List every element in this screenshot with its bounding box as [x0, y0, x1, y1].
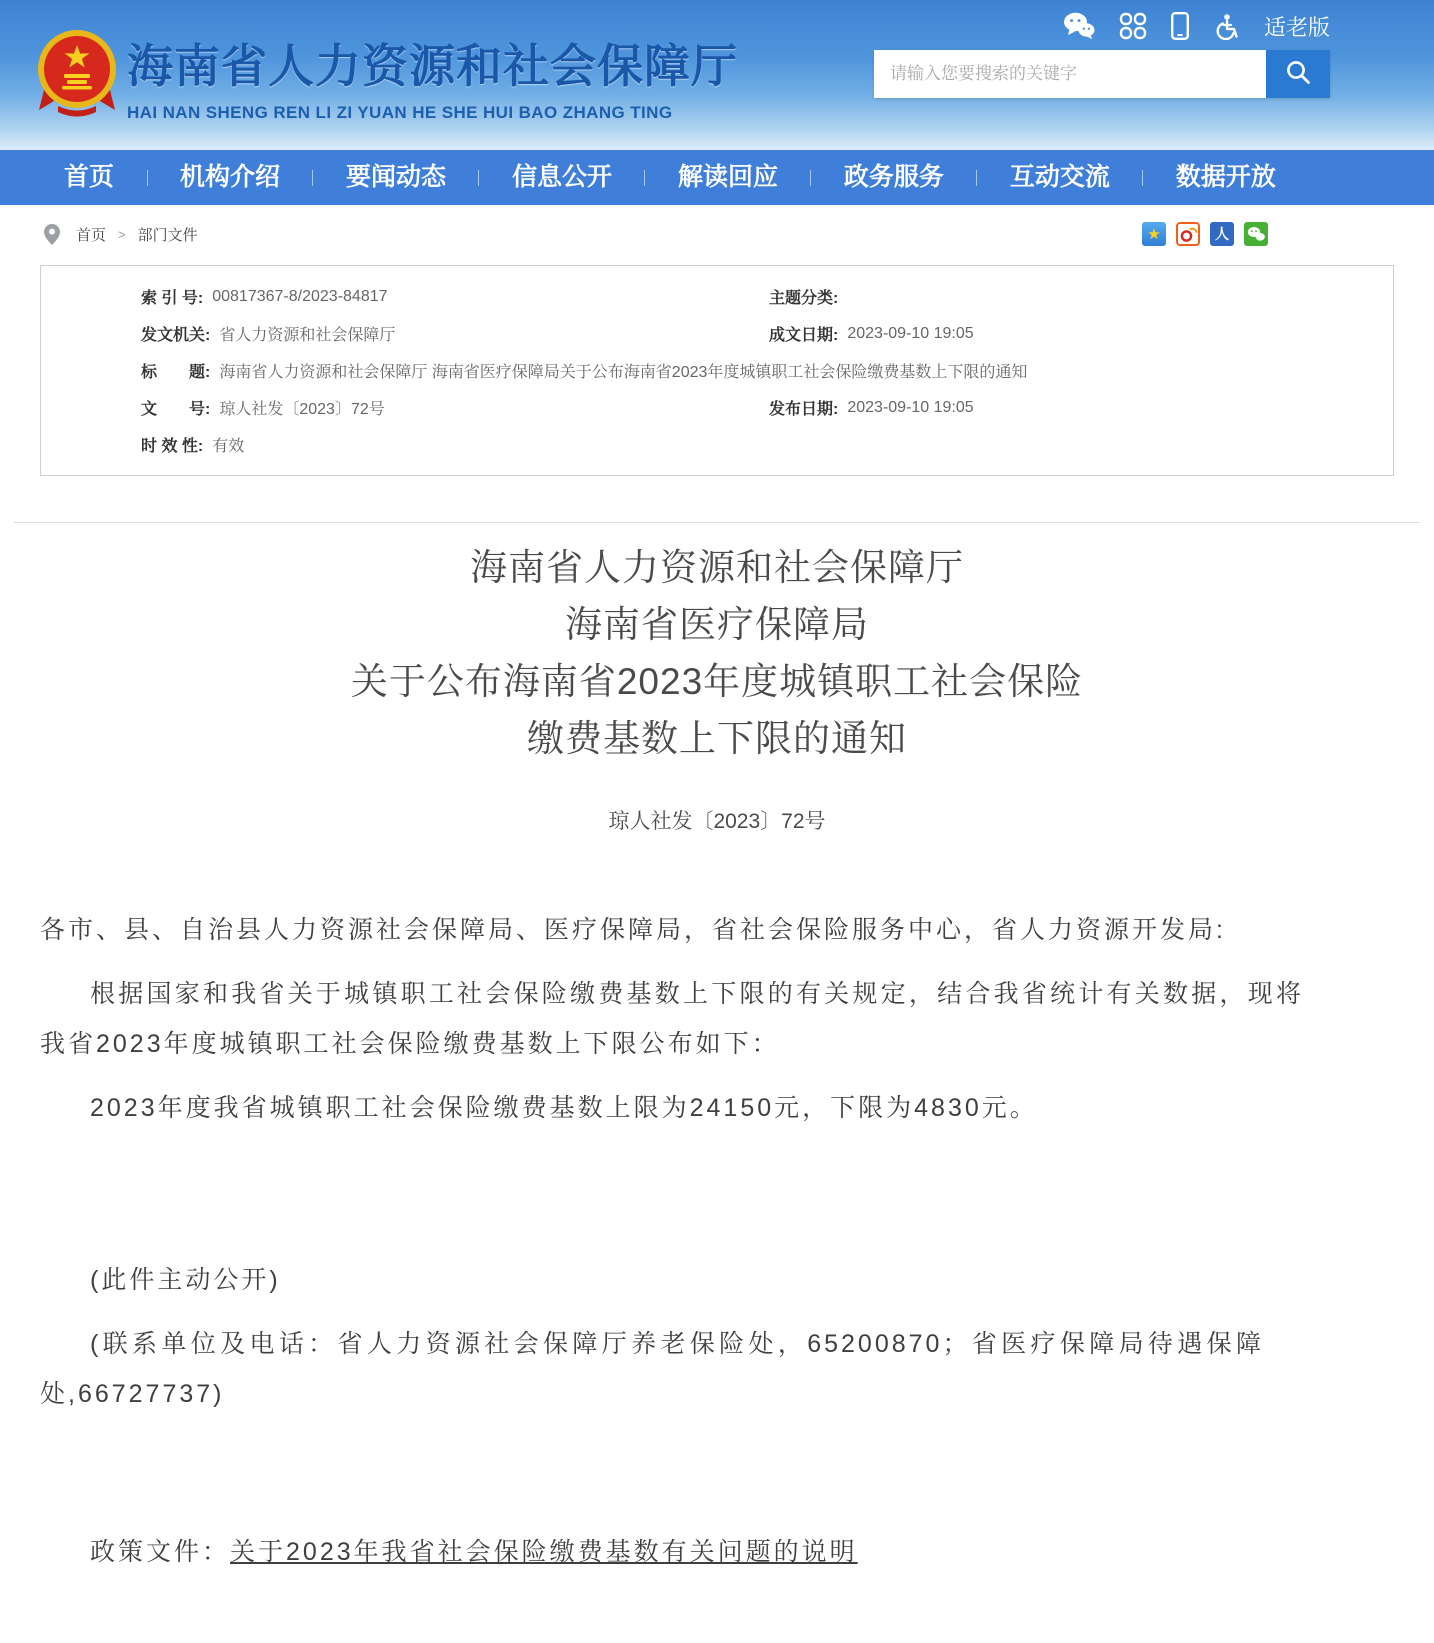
- meta-written-date-label: 成文日期:: [769, 327, 839, 344]
- policy-file-line: [40, 1527, 1394, 1577]
- document-meta-box: [40, 265, 1394, 476]
- nav-item-org-intro[interactable]: 机构介绍: [179, 163, 280, 191]
- national-emblem-icon: [36, 26, 118, 118]
- meta-validity-label: 时 效 性:: [141, 438, 204, 455]
- meta-agency-label: 发文机关:: [141, 327, 211, 344]
- header-quick-links: [1063, 8, 1330, 44]
- meta-docno-label: 文 号:: [141, 401, 211, 418]
- breadcrumb: [0, 205, 1434, 263]
- nav-item-interaction[interactable]: 互动交流: [1009, 163, 1110, 191]
- document-number: 琼人社发〔2023〕72号: [608, 810, 826, 833]
- meta-row-validity: [41, 426, 1393, 463]
- nav-separator: [976, 170, 977, 186]
- nav-separator: [1142, 170, 1143, 186]
- meta-written-date-value: 2023-09-10 19:05: [847, 324, 974, 342]
- nav-item-info-disclosure[interactable]: 信息公开: [511, 163, 612, 191]
- qzone-share-icon[interactable]: [1142, 222, 1166, 246]
- nav-separator: [644, 170, 645, 186]
- breadcrumb-separator: >: [118, 226, 126, 242]
- meta-row-title: [41, 352, 1393, 389]
- document-title: [0, 539, 1434, 767]
- paragraph-basis: 根据国家和我省关于城镇职工社会保险缴费基数上下限的有关规定，结合我省统计有关数据，现将我省2023年度城镇职工社会保险缴费基数上下限公布如下：: [40, 980, 1304, 1058]
- site-name-pinyin: HAI NAN SHENG REN LI ZI YUAN HE SHE HUI BAO ZHANG TING: [127, 103, 673, 122]
- meta-publish-date-label: 发布日期:: [769, 401, 839, 418]
- search-icon: [1285, 59, 1312, 89]
- app-grid-icon[interactable]: [1119, 12, 1147, 40]
- nav-item-news[interactable]: 要闻动态: [345, 163, 446, 191]
- meta-row-docno-publish: [41, 389, 1393, 426]
- policy-file-label: 政策文件：: [90, 1538, 231, 1566]
- site-title-block: [127, 30, 738, 123]
- policy-file-link[interactable]: 关于2023年我省社会保险缴费基数有关问题的说明: [230, 1538, 858, 1566]
- document-title-line1: 海南省人力资源和社会保障厅: [470, 547, 964, 588]
- search-bar: [874, 50, 1330, 98]
- meta-topic-label: 主题分类:: [769, 290, 839, 307]
- elderly-version-link[interactable]: 适老版: [1263, 14, 1330, 40]
- section-divider: [14, 522, 1420, 523]
- nav-separator: [312, 170, 313, 186]
- national-emblem-logo: [36, 26, 118, 123]
- paragraph-limits: 2023年度我省城镇职工社会保险缴费基数上限为24150元，下限为4830元。: [90, 1094, 1038, 1122]
- nav-separator: [147, 170, 148, 186]
- meta-index-label: 索 引 号:: [141, 290, 204, 307]
- document-title-line4: 缴费基数上下限的通知: [527, 718, 907, 759]
- document-title-line2: 海南省医疗保障局: [565, 604, 869, 645]
- nav-item-gov-services[interactable]: 政务服务: [843, 163, 944, 191]
- breadcrumb-current: 部门文件: [137, 226, 198, 244]
- nav-item-interpretation[interactable]: 解读回应: [677, 163, 778, 191]
- mobile-icon[interactable]: [1171, 12, 1189, 40]
- renren-share-icon[interactable]: [1210, 222, 1234, 246]
- meta-title-value: 海南省人力资源和社会保障厅 海南省医疗保障局关于公布海南省2023年度城镇职工社会保险缴费基数上下限的通知: [219, 364, 1028, 381]
- nav-separator: [810, 170, 811, 186]
- wechat-icon[interactable]: [1063, 12, 1095, 40]
- location-pin-icon: [44, 224, 60, 245]
- meta-row-agency-date: [41, 315, 1393, 352]
- document-body: [40, 905, 1394, 1577]
- site-header: [0, 0, 1434, 150]
- meta-docno-value: 琼人社发〔2023〕72号: [219, 401, 385, 418]
- meta-agency-value: 省人力资源和社会保障厅: [219, 327, 396, 344]
- salutation: 各市、县、自治县人力资源社会保障局、医疗保障局，省社会保险服务中心，省人力资源开发局:: [40, 916, 1226, 944]
- site-name: 海南省人力资源和社会保障厅: [127, 40, 738, 92]
- main-nav: [0, 150, 1434, 205]
- publicity-note: (此件主动公开): [90, 1266, 281, 1294]
- document-title-line3: 关于公布海南省2023年度城镇职工社会保险: [350, 661, 1084, 702]
- accessibility-icon[interactable]: [1213, 13, 1240, 40]
- meta-publish-date-value: 2023-09-10 19:05: [847, 398, 974, 416]
- breadcrumb-home[interactable]: 首页: [76, 226, 107, 244]
- nav-item-open-data[interactable]: 数据开放: [1175, 163, 1276, 191]
- nav-separator: [478, 170, 479, 186]
- nav-item-home[interactable]: 首页: [64, 163, 115, 191]
- meta-title-label: 标 题:: [141, 364, 211, 381]
- meta-validity-value: 有效: [212, 438, 245, 455]
- search-input[interactable]: [874, 50, 1266, 98]
- wechat-share-icon[interactable]: [1244, 222, 1268, 246]
- weibo-share-icon[interactable]: [1176, 222, 1200, 246]
- share-icons: [1142, 222, 1268, 246]
- meta-index-value: 00817367-8/2023-84817: [212, 287, 388, 305]
- meta-row-index-topic: [41, 278, 1393, 315]
- contact-note: (联系单位及电话：省人力资源社会保障厅养老保险处，65200870；省医疗保障局待遇保障处,66727737): [40, 1330, 1264, 1408]
- search-button[interactable]: [1266, 50, 1330, 98]
